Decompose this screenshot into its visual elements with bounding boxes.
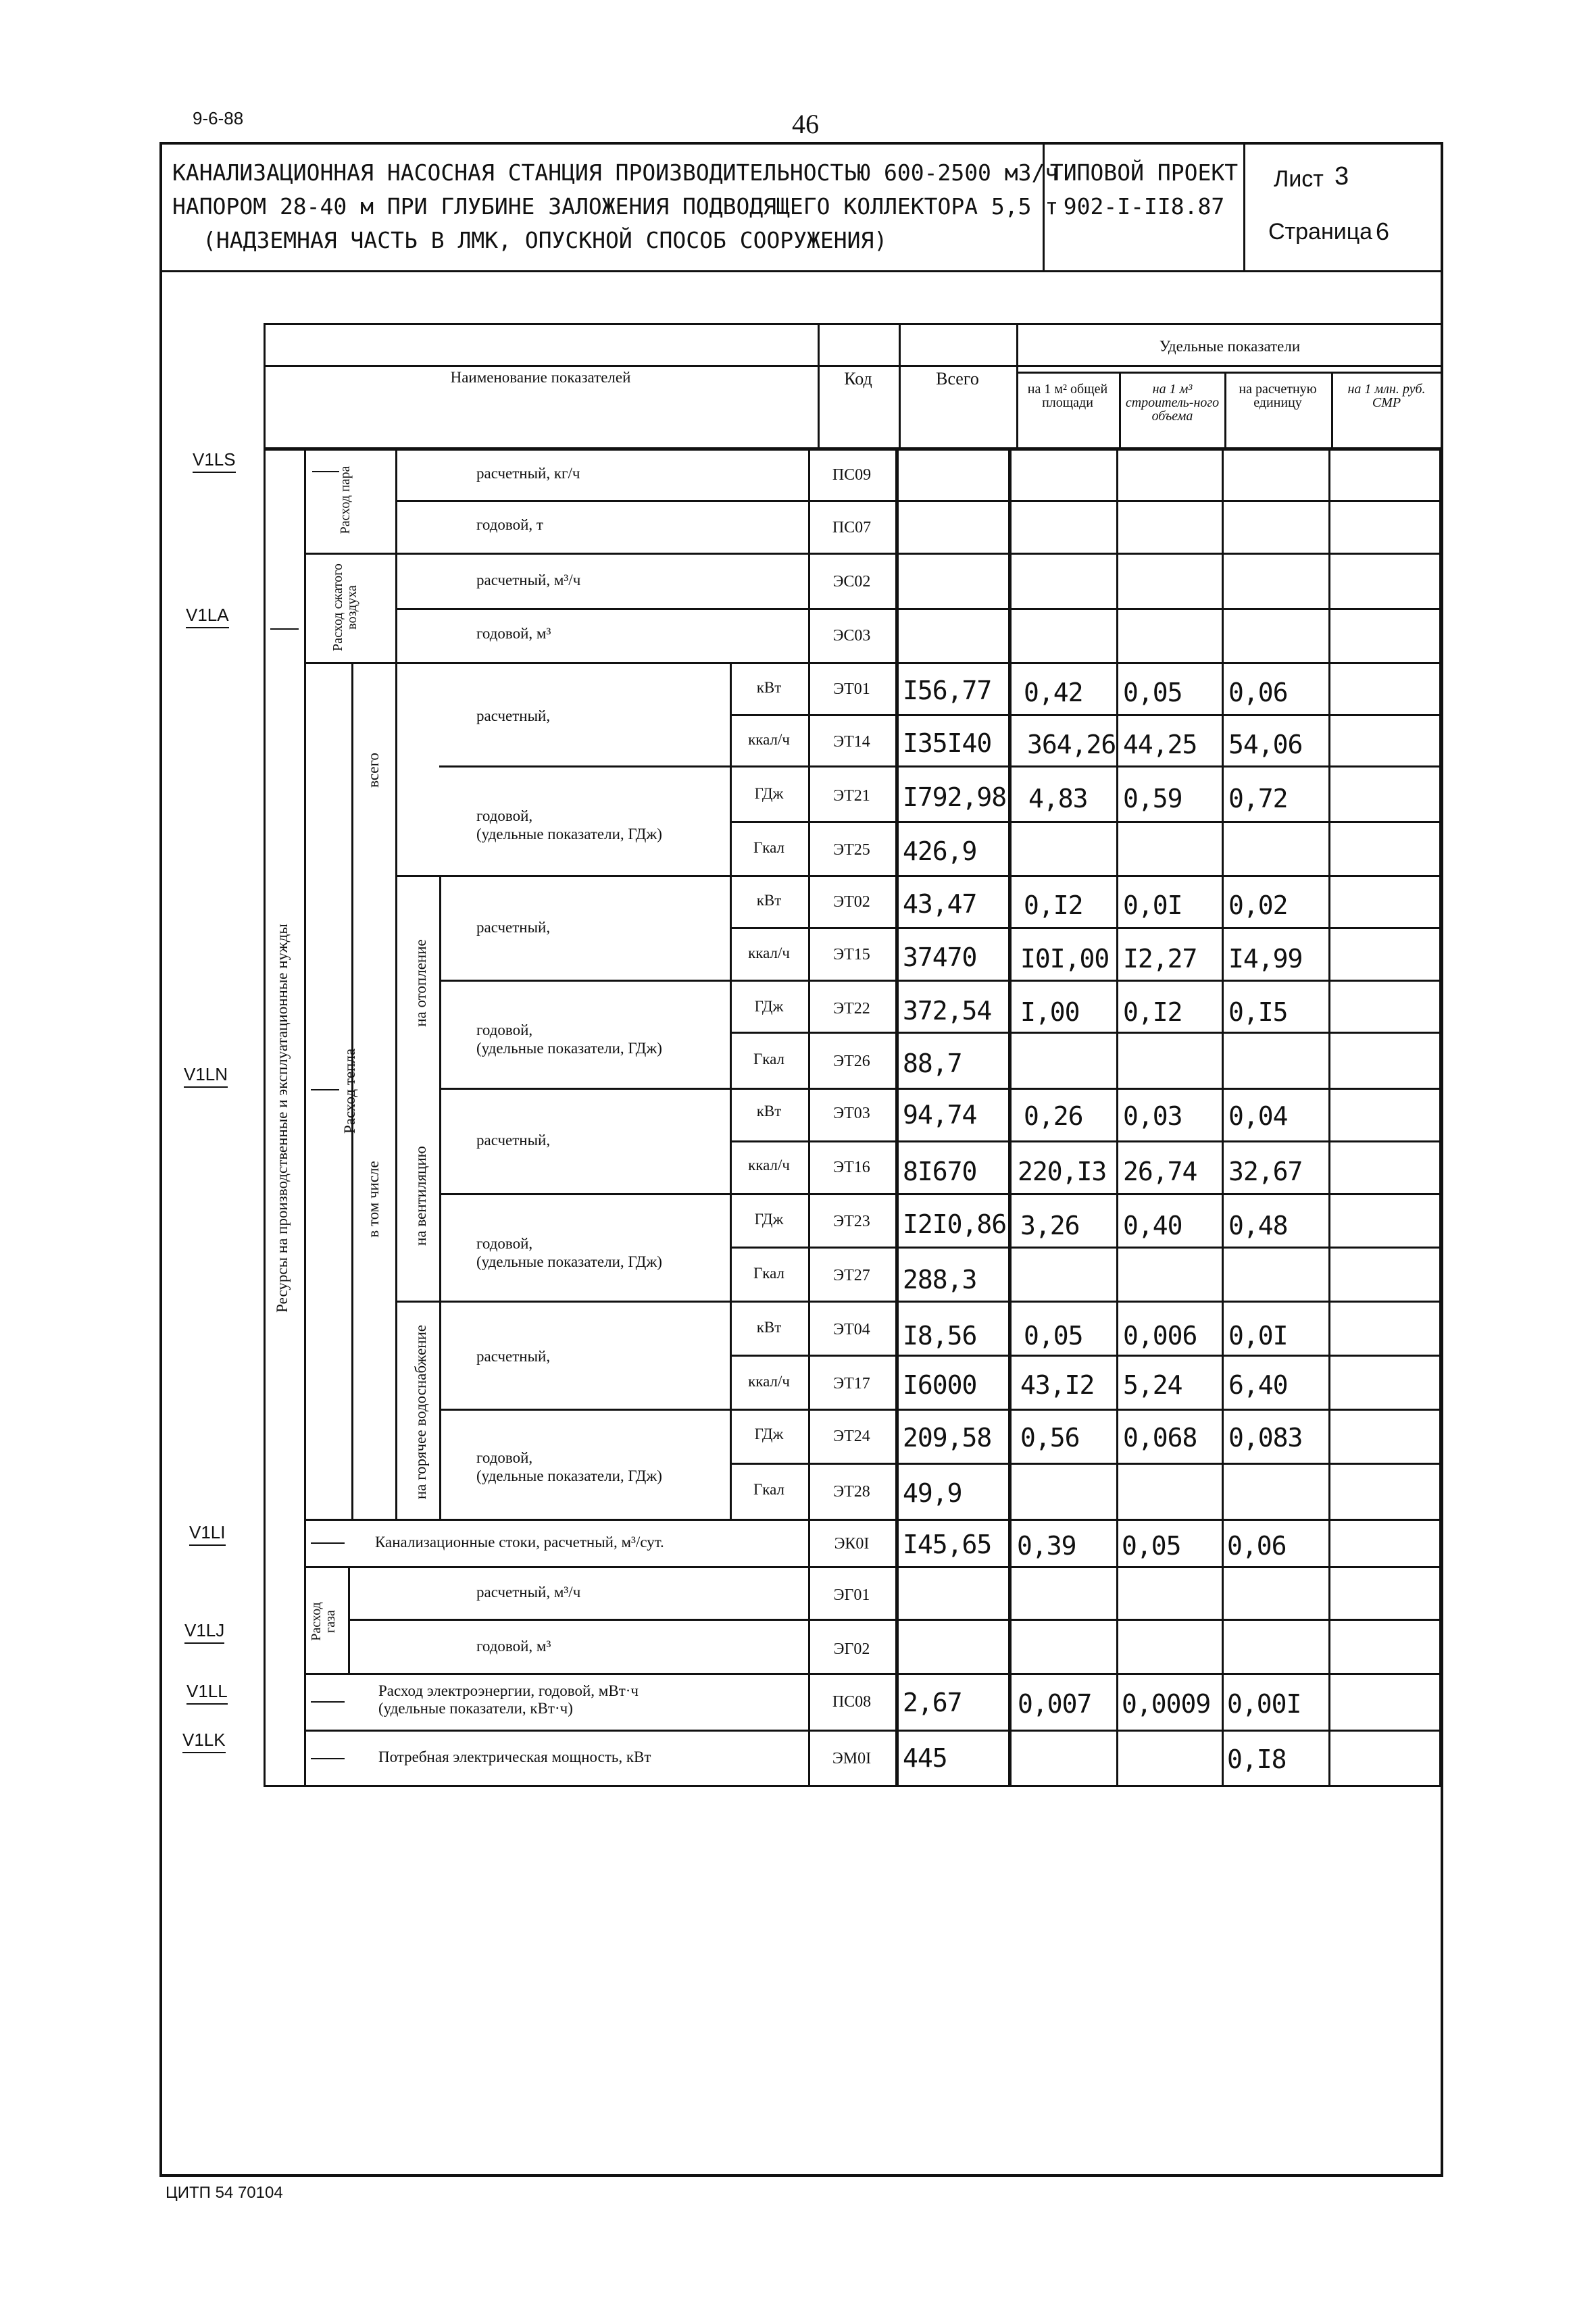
grid-line bbox=[395, 662, 397, 1519]
sewage-unit: 0,06 bbox=[1227, 1531, 1287, 1561]
grid-line bbox=[304, 662, 1439, 664]
sewage-volume: 0,05 bbox=[1122, 1531, 1181, 1561]
title-line-1: КАНАЛИЗАЦИОННАЯ НАСОСНАЯ СТАНЦИЯ ПРОИЗВОДИТЕЛЬНОСТЬЮ 600-2500 м3/ч bbox=[172, 159, 1059, 186]
air-calc-name: расчетный, м³/ч bbox=[476, 572, 581, 588]
w-gj-volume: 0,068 bbox=[1123, 1423, 1197, 1453]
v-kw-code: ЭТ03 bbox=[833, 1105, 870, 1122]
header-bottom-line bbox=[159, 270, 1443, 272]
vent-year-sub: (удельные показатели, ГДж) bbox=[476, 1253, 662, 1270]
group-heat-label: Расход тепла bbox=[341, 1048, 358, 1134]
unit-gcal: Гкал bbox=[753, 1051, 784, 1067]
col-per-mln: на 1 млн. руб. СМР bbox=[1347, 382, 1426, 410]
unit-kcal: ккал/ч bbox=[748, 1157, 790, 1174]
v-gj-total: I2I0,86 bbox=[903, 1209, 1007, 1239]
h-gj-unit: 0,I5 bbox=[1228, 997, 1288, 1027]
v-kw-total: 94,74 bbox=[903, 1100, 977, 1130]
side-label-v1ls: V1LS bbox=[193, 449, 236, 473]
w-kcal-area: 43,I2 bbox=[1020, 1370, 1095, 1400]
col-code-header: Код bbox=[844, 369, 872, 388]
grid-line bbox=[264, 365, 1443, 367]
sheet-label: Лист bbox=[1274, 166, 1324, 192]
tot-gj-volume: 0,59 bbox=[1123, 784, 1182, 813]
date-mark: 9-6-88 bbox=[193, 108, 244, 128]
power-name-line1: Расход электроэнергии, годовой, мВт·ч bbox=[378, 1682, 639, 1699]
col-per-volume: на 1 м³ строитель-ного объема bbox=[1125, 382, 1220, 424]
bracket-tick bbox=[311, 1089, 339, 1090]
tot-gcal-total: 426,9 bbox=[903, 836, 977, 866]
w-gj-unit: 0,083 bbox=[1228, 1423, 1303, 1453]
group-air-label: Расход сжатого воздуха bbox=[330, 563, 359, 651]
unit-gcal: Гкал bbox=[753, 839, 784, 856]
grid-line bbox=[1119, 372, 1121, 447]
tot-kw-area: 0,42 bbox=[1024, 678, 1083, 707]
group-gas-label: Расход газа bbox=[309, 1602, 338, 1641]
v-kcal-code: ЭТ16 bbox=[833, 1159, 870, 1176]
air-calc-code: ЭС02 bbox=[832, 573, 871, 590]
v-kcal-area: 220,I3 bbox=[1018, 1157, 1107, 1186]
project-label: ТИПОВОЙ ПРОЕКТ bbox=[1049, 159, 1239, 186]
h-kw-code: ЭТ02 bbox=[833, 893, 870, 911]
elec-code: ЭМ0I bbox=[832, 1750, 872, 1767]
page-number: 46 bbox=[792, 109, 819, 139]
power-volume: 0,0009 bbox=[1122, 1689, 1211, 1719]
vent-year-name: годовой, bbox=[476, 1235, 533, 1252]
w-kw-total: I8,56 bbox=[903, 1321, 977, 1351]
tot-kw-total: I56,77 bbox=[903, 676, 992, 705]
side-label-v1lj: V1LJ bbox=[184, 1620, 224, 1644]
bracket-tick bbox=[311, 1542, 345, 1544]
grid-line bbox=[395, 500, 1439, 502]
power-unit: 0,00I bbox=[1227, 1689, 1301, 1719]
w-gj-area: 0,56 bbox=[1020, 1423, 1080, 1453]
v-gj-area: 3,26 bbox=[1020, 1211, 1080, 1240]
h-kcal-code: ЭТ15 bbox=[833, 946, 870, 963]
group-vent-label: на вентиляцию bbox=[412, 1146, 429, 1246]
unit-kcal: ккал/ч bbox=[748, 731, 790, 748]
w-kw-volume: 0,006 bbox=[1123, 1321, 1197, 1351]
grid-line bbox=[439, 1409, 1439, 1411]
steam-calc-code: ПС09 bbox=[832, 466, 872, 484]
unit-kw: кВт bbox=[756, 1103, 782, 1120]
tot-kcal-code: ЭТ14 bbox=[833, 733, 870, 751]
grid-line bbox=[1222, 447, 1224, 1785]
v-gj-volume: 0,40 bbox=[1123, 1211, 1182, 1240]
v-gj-unit: 0,48 bbox=[1228, 1211, 1288, 1240]
tot-gj-area: 4,83 bbox=[1028, 784, 1088, 813]
grid-line bbox=[730, 1355, 1439, 1357]
v-kcal-unit: 32,67 bbox=[1228, 1157, 1303, 1186]
unit-gcal: Гкал bbox=[753, 1265, 784, 1282]
side-label-v1ln: V1LN bbox=[184, 1064, 228, 1088]
air-year-name: годовой, м³ bbox=[476, 625, 551, 642]
unit-gj: ГДж bbox=[754, 785, 784, 802]
unit-kw: кВт bbox=[756, 1319, 782, 1336]
heating-year-name: годовой, bbox=[476, 1022, 533, 1038]
tot-kw-unit: 0,06 bbox=[1228, 678, 1288, 707]
group-heating-label: на отопление bbox=[412, 939, 429, 1027]
water-year-sub: (удельные показатели, ГДж) bbox=[476, 1467, 662, 1484]
elec-total: 445 bbox=[903, 1743, 947, 1773]
h-kcal-area: I0I,00 bbox=[1020, 944, 1109, 974]
w-gj-code: ЭТ24 bbox=[833, 1428, 870, 1445]
vent-calc-name: расчетный, bbox=[476, 1132, 551, 1149]
group-resources-label: Ресурсы на производственные и эксплуатационные нужды bbox=[274, 924, 291, 1313]
grid-line bbox=[395, 875, 1439, 877]
unit-kw: кВт bbox=[756, 679, 782, 696]
sewage-name: Канализационные стоки, расчетный, м³/сут. bbox=[375, 1534, 664, 1551]
h-kcal-unit: I4,99 bbox=[1228, 944, 1303, 974]
v-kcal-volume: 26,74 bbox=[1123, 1157, 1197, 1186]
h-gj-volume: 0,I2 bbox=[1123, 997, 1182, 1027]
unit-gj: ГДж bbox=[754, 1211, 784, 1228]
side-label-v1ll: V1LL bbox=[186, 1681, 228, 1705]
gas-year-code: ЭГ02 bbox=[833, 1640, 870, 1658]
h-kw-total: 43,47 bbox=[903, 889, 977, 919]
tot-gj-unit: 0,72 bbox=[1228, 784, 1288, 813]
grid-line bbox=[395, 447, 397, 662]
gas-year-name: годовой, м³ bbox=[476, 1638, 551, 1655]
group-hot-water-label: на горячее водоснабжение bbox=[412, 1324, 429, 1500]
col-per-unit: на расчетную единицу bbox=[1239, 382, 1317, 410]
steam-year-code: ПС07 bbox=[832, 519, 872, 536]
power-area: 0,007 bbox=[1018, 1689, 1092, 1719]
unit-gcal: Гкал bbox=[753, 1481, 784, 1498]
header-sep-2 bbox=[1243, 142, 1245, 270]
grid-line bbox=[304, 553, 1439, 555]
tot-kcal-area: 364,26 bbox=[1027, 730, 1116, 759]
grid-line bbox=[730, 1463, 1439, 1465]
gas-calc-code: ЭГ01 bbox=[833, 1586, 870, 1604]
tot-kw-volume: 0,05 bbox=[1123, 678, 1182, 707]
tot-kcal-unit: 54,06 bbox=[1228, 730, 1303, 759]
h-kcal-volume: I2,27 bbox=[1123, 944, 1197, 974]
page-value: 6 bbox=[1376, 218, 1390, 245]
grid-line bbox=[895, 447, 899, 1785]
col-per-area: на 1 м² общей площади bbox=[1027, 382, 1108, 410]
grid-line bbox=[304, 1519, 1439, 1521]
unit-kcal: ккал/ч bbox=[748, 1373, 790, 1390]
w-kw-unit: 0,0I bbox=[1228, 1321, 1288, 1351]
col-total-header: Всего bbox=[936, 369, 979, 388]
w-gcal-total: 49,9 bbox=[903, 1478, 962, 1508]
h-gcal-code: ЭТ26 bbox=[833, 1053, 870, 1070]
grid-line bbox=[1224, 372, 1226, 447]
footer-code: ЦИТП 54 70104 bbox=[166, 2184, 283, 2202]
sewage-area: 0,39 bbox=[1017, 1531, 1076, 1561]
grid-line bbox=[264, 323, 1443, 325]
v-kw-unit: 0,04 bbox=[1228, 1101, 1288, 1131]
w-kcal-total: I6000 bbox=[903, 1370, 977, 1400]
heat-total-year-sub: (удельные показатели, ГДж) bbox=[476, 826, 662, 842]
grid-line bbox=[439, 1088, 1439, 1090]
grid-line bbox=[304, 1730, 1439, 1732]
tot-kcal-total: I35I40 bbox=[903, 728, 992, 758]
grid-line bbox=[439, 980, 1439, 982]
grid-line bbox=[439, 1193, 1439, 1195]
power-total: 2,67 bbox=[903, 1688, 962, 1717]
grid-line bbox=[395, 1301, 1439, 1303]
grid-line bbox=[304, 447, 306, 1785]
w-kw-code: ЭТ04 bbox=[833, 1321, 870, 1338]
side-label-v1li: V1LI bbox=[189, 1522, 226, 1546]
steam-calc-name: расчетный, кг/ч bbox=[476, 465, 580, 482]
col-name-header: Наименование показателей bbox=[450, 369, 631, 386]
grid-line bbox=[730, 927, 1439, 929]
grid-line bbox=[439, 875, 441, 1519]
heat-total-calc-name: расчетный, bbox=[476, 707, 551, 724]
w-gcal-code: ЭТ28 bbox=[833, 1483, 870, 1501]
h-kcal-total: 37470 bbox=[903, 942, 977, 972]
w-kcal-volume: 5,24 bbox=[1123, 1370, 1182, 1400]
grid-line bbox=[264, 447, 266, 1785]
grid-line bbox=[730, 1140, 1439, 1142]
h-kw-volume: 0,0I bbox=[1123, 890, 1182, 920]
group-total-label: всего bbox=[365, 753, 382, 788]
bracket-tick bbox=[270, 628, 299, 630]
unit-gj: ГДж bbox=[754, 998, 784, 1015]
v-kw-area: 0,26 bbox=[1024, 1101, 1083, 1131]
w-kcal-code: ЭТ17 bbox=[833, 1375, 870, 1392]
air-year-code: ЭС03 bbox=[832, 627, 871, 645]
grid-line bbox=[1116, 447, 1118, 1785]
title-line-2: НАПОРОМ 28-40 м ПРИ ГЛУБИНЕ ЗАЛОЖЕНИЯ ПОДВОДЯЩЕГО КОЛЛЕКТОРА 5,5 т bbox=[172, 193, 1059, 220]
power-code: ПС08 bbox=[832, 1693, 872, 1711]
tot-kw-code: ЭТ01 bbox=[833, 680, 870, 698]
side-label-v1la: V1LA bbox=[186, 605, 229, 628]
unit-gj: ГДж bbox=[754, 1426, 784, 1442]
h-kw-unit: 0,02 bbox=[1228, 890, 1288, 920]
grid-line bbox=[395, 608, 1439, 610]
power-name-line2: (удельные показатели, кВт·ч) bbox=[378, 1700, 573, 1717]
grid-line bbox=[730, 821, 1439, 823]
v-gcal-code: ЭТ27 bbox=[833, 1267, 870, 1284]
page-label: Страница bbox=[1268, 219, 1373, 245]
heating-year-sub: (удельные показатели, ГДж) bbox=[476, 1040, 662, 1057]
grid-line bbox=[730, 714, 1439, 716]
h-gj-area: I,00 bbox=[1020, 997, 1080, 1027]
group-steam-label: Расход пара bbox=[338, 466, 353, 534]
grid-line bbox=[1008, 447, 1012, 1785]
v-kw-volume: 0,03 bbox=[1123, 1101, 1182, 1131]
grid-line bbox=[304, 1566, 1439, 1568]
tot-gj-code: ЭТ21 bbox=[833, 787, 870, 805]
col-specific-header: Удельные показатели bbox=[1159, 338, 1301, 355]
bracket-tick bbox=[311, 1758, 345, 1759]
sewage-code: ЭК0I bbox=[834, 1535, 870, 1553]
grid-line bbox=[730, 1032, 1439, 1034]
unit-kcal: ккал/ч bbox=[748, 945, 790, 961]
v-kcal-total: 8I670 bbox=[903, 1157, 977, 1186]
side-label-v1lk: V1LK bbox=[182, 1730, 226, 1753]
elec-name: Потребная электрическая мощность, кВт bbox=[378, 1749, 651, 1765]
tot-gj-total: I792,98 bbox=[903, 782, 1007, 812]
v-gj-code: ЭТ23 bbox=[833, 1213, 870, 1230]
h-gj-total: 372,54 bbox=[903, 996, 992, 1026]
grid-line bbox=[304, 1673, 1439, 1675]
grid-line bbox=[1439, 447, 1441, 1785]
grid-line bbox=[264, 1785, 1443, 1787]
v-gcal-total: 288,3 bbox=[903, 1265, 977, 1294]
grid-line bbox=[1328, 447, 1330, 1785]
w-kw-area: 0,05 bbox=[1024, 1321, 1083, 1351]
grid-line bbox=[1016, 372, 1443, 374]
w-kcal-unit: 6,40 bbox=[1228, 1370, 1288, 1400]
w-gj-total: 209,58 bbox=[903, 1423, 992, 1453]
h-kw-area: 0,I2 bbox=[1024, 890, 1083, 920]
sewage-total: I45,65 bbox=[903, 1530, 992, 1559]
project-code: 902-I-II8.87 bbox=[1063, 193, 1225, 220]
h-gcal-total: 88,7 bbox=[903, 1049, 962, 1078]
elec-unit: 0,I8 bbox=[1227, 1744, 1287, 1774]
grid-line bbox=[264, 447, 1443, 451]
tot-gcal-code: ЭТ25 bbox=[833, 841, 870, 859]
grid-line bbox=[439, 765, 1439, 768]
water-year-name: годовой, bbox=[476, 1449, 533, 1466]
heating-calc-name: расчетный, bbox=[476, 919, 551, 936]
steam-year-name: годовой, т bbox=[476, 516, 543, 533]
heat-total-year-name: годовой, bbox=[476, 807, 533, 824]
bracket-tick bbox=[311, 1701, 345, 1703]
grid-line bbox=[348, 1619, 1439, 1621]
group-incl-label: в том числе bbox=[365, 1161, 382, 1238]
grid-line bbox=[730, 1247, 1439, 1249]
unit-kw: кВт bbox=[756, 892, 782, 909]
h-gj-code: ЭТ22 bbox=[833, 1000, 870, 1017]
sheet-value: 3 bbox=[1335, 162, 1349, 191]
water-calc-name: расчетный, bbox=[476, 1348, 551, 1365]
bracket-tick bbox=[312, 471, 339, 472]
tot-kcal-volume: 44,25 bbox=[1123, 730, 1197, 759]
gas-calc-name: расчетный, м³/ч bbox=[476, 1584, 581, 1601]
title-line-3: (НАДЗЕМНАЯ ЧАСТЬ В ЛМК, ОПУСКНОЙ СПОСОБ СООРУЖЕНИЯ) bbox=[203, 227, 888, 253]
